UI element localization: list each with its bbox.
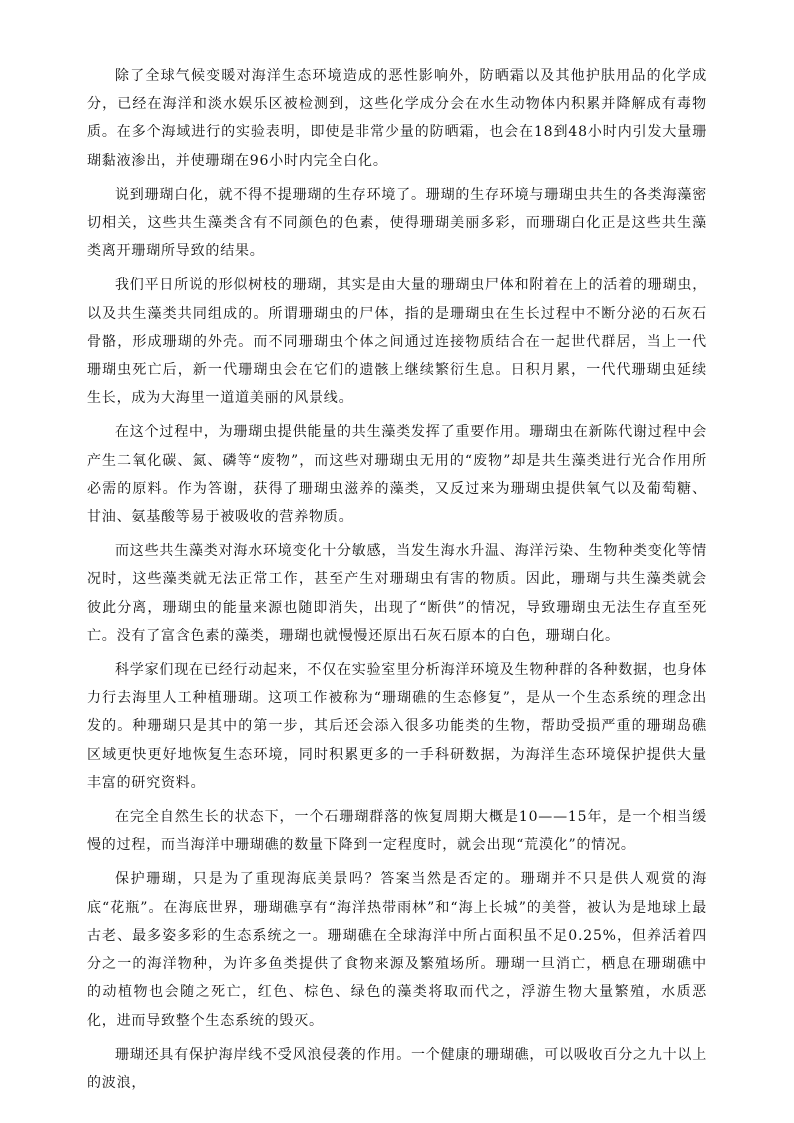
paragraph-3: 我们平日所说的形似树枝的珊瑚，其实是由大量的珊瑚虫尸体和附着在上的活着的珊瑚虫，以及共生藻类共同组成的。所谓珊瑚虫的尸体，指的是珊瑚虫在生长过程中不断分泌的石灰石骨骼，形成珊瑚的外壳。而不同珊瑚虫个体之间通过连接物质结合在一起世代群居，当上一代珊瑚虫死亡后，新一代珊瑚虫会在它们的遗骸上继续繁衍生息。日积月累，一代代珊瑚虫延续生长，成为大海里一道道美丽的风景线。 [87,277,707,407]
paragraph-4: 在这个过程中，为珊瑚虫提供能量的共生藻类发挥了重要作用。珊瑚虫在新陈代谢过程中会产生二氧化碳、氮、磷等“废物”，而这些对珊瑚虫无用的“废物”却是共生藻类进行光合作用所必需的原料。作为答谢，获得了珊瑚虫滋养的藻类，又反过来为珊瑚虫提供氧气以及葡萄糖、甘油、氨基酸等易于被吸收的营养物质。 [87,424,707,526]
paragraph-5: 而这些共生藻类对海水环境变化十分敏感，当发生海水升温、海洋污染、生物种类变化等情况时，这些藻类就无法正常工作，甚至产生对珊瑚虫有害的物质。因此，珊瑚与共生藻类就会彼此分离，珊瑚虫的能量来源也随即消失，出现了“断供”的情况，导致珊瑚虫无法生存直至死亡。没有了富含色素的藻类，珊瑚也就慢慢还原出石灰石原本的白色，珊瑚白化。 [87,543,707,644]
paragraph-9: 珊瑚还具有保护海岸线不受风浪侵袭的作用。一个健康的珊瑚礁，可以吸收百分之九十以上的波浪， [87,1046,707,1091]
paragraph-6: 科学家们现在已经行动起来，不仅在实验室里分析海洋环境及生物种群的各种数据，也身体力行去海里人工种植珊瑚。这项工作被称为“珊瑚礁的生态修复”，是从一个生态系统的理念出发的。种珊瑚只是其中的第一步，其后还会添入很多功能类的生物，帮助受损严重的珊瑚岛礁区域更快更好地恢复生态环境，同时积累更多的一手科研数据，为海洋生态环境保护提供大量丰富的研究资料。 [87,662,707,791]
paragraph-2: 说到珊瑚白化，就不得不提珊瑚的生存环境了。珊瑚的生存环境与珊瑚虫共生的各类海藻密切相关，这些共生藻类含有不同颜色的色素，使得珊瑚美丽多彩，而珊瑚白化正是这些共生藻类离开珊瑚所导致的结果。 [87,186,707,260]
paragraph-1: 除了全球气候变暖对海洋生态环境造成的恶性影响外，防晒霜以及其他护肤用品的化学成分，已经在海洋和淡水娱乐区被检测到，这些化学成分会在水生动物体内积累并降解成有毒物质。在多个海域进行的实验表明，即使是非常少量的防晒霜，也会在18到48小时内引发大量珊瑚黏液渗出，并使珊瑚在96小时内完全白化。 [87,68,707,169]
paragraph-8: 保护珊瑚，只是为了重现海底美景吗？答案当然是否定的。珊瑚并不只是供人观赏的海底“花瓶”。在海底世界，珊瑚礁享有“海洋热带雨林”和“海上长城”的美誉，被认为是地球上最古老、最多姿多彩的生态系统之一。珊瑚礁在全球海洋中所占面积虽不足0.25%，但养活着四分之一的海洋物种，为许多鱼类提供了食物来源及繁殖场所。珊瑚一旦消亡，栖息在珊瑚礁中的动植物也会随之死亡，红色、棕色、绿色的藻类将取而代之，浮游生物大量繁殖，水质恶化，进而导致整个生态系统的毁灭。 [87,871,707,1029]
article-body [87,62,707,1103]
paragraph-7: 在完全自然生长的状态下，一个石珊瑚群落的恢复周期大概是10——15年，是一个相当缓慢的过程，而当海洋中珊瑚礁的数量下降到一定程度时，就会出现“荒漠化”的情况。 [87,809,707,854]
